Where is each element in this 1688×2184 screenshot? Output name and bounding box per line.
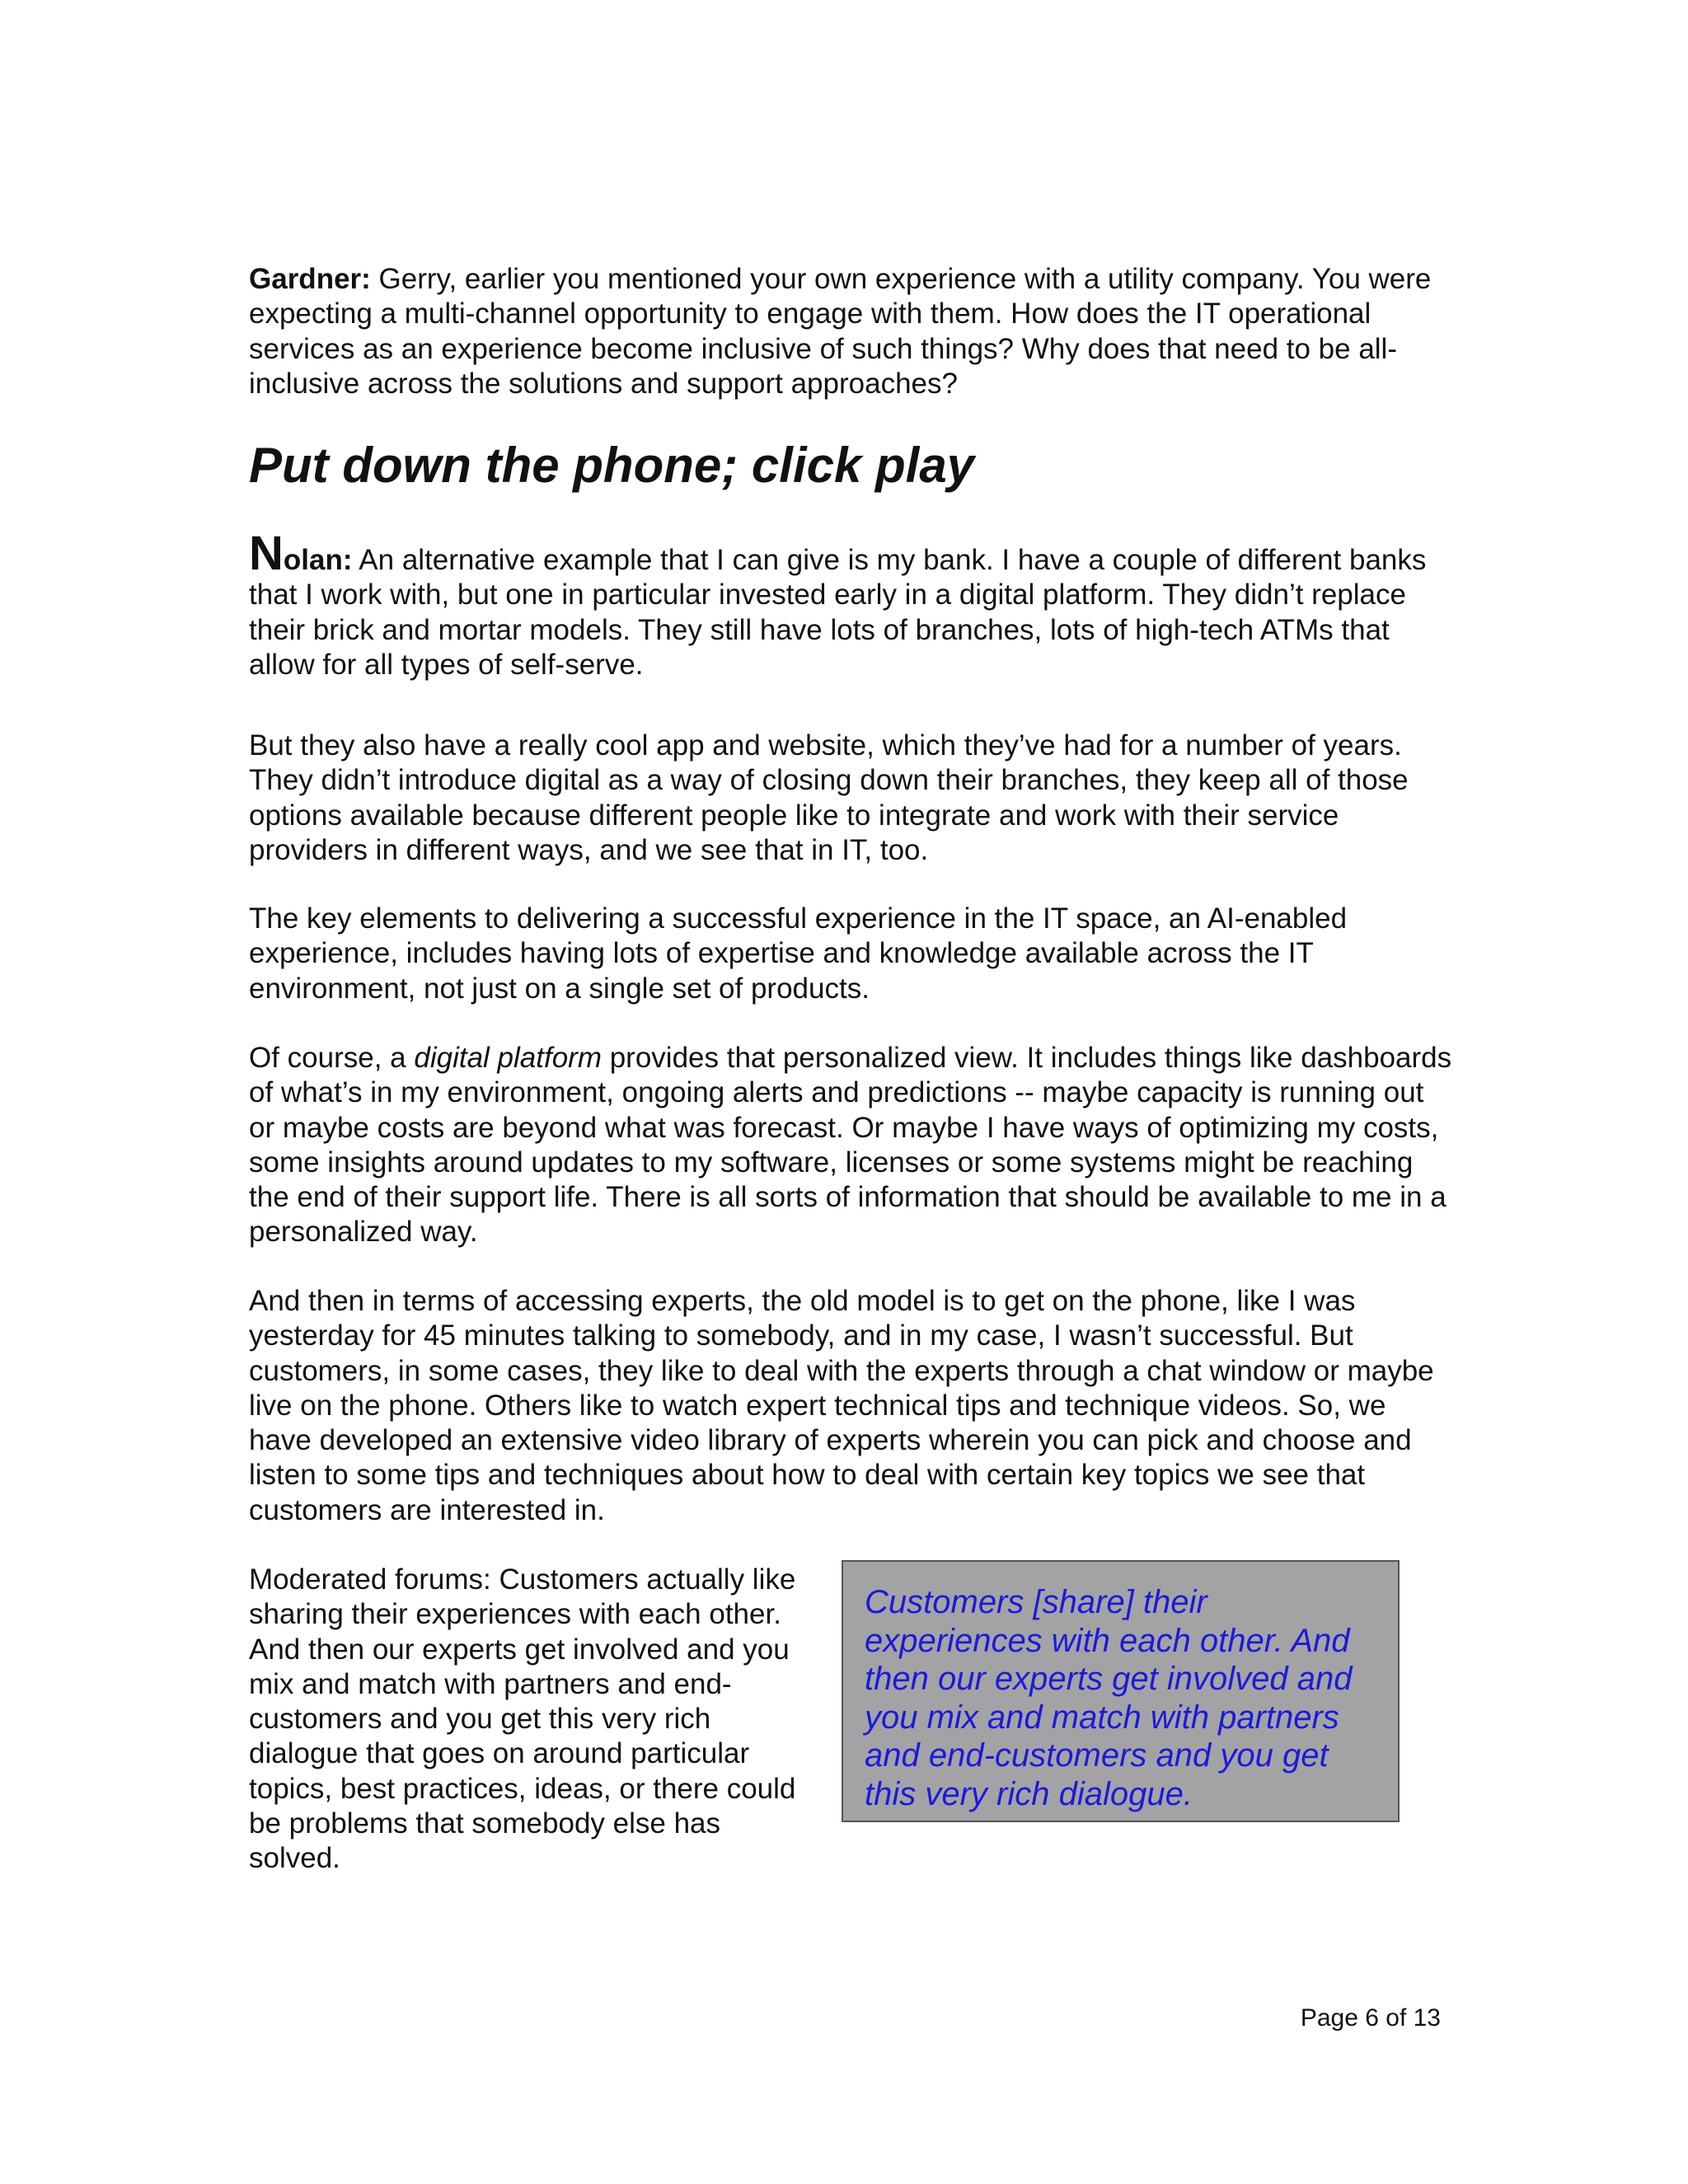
paragraph-5 — [249, 1284, 1452, 1528]
drop-cap: N — [249, 527, 284, 580]
paragraph-text: Moderated forums: Customers actually like sharing their experiences with each other. And then our experts get involved and you mix and match with partners and end-customers and you get this very rich dialogue that goes on around particular topics, best practices, ideas, or there could be problems that somebody else has solved. — [249, 1563, 796, 1875]
pull-quote-text: Customers [share] their experiences with each other. And then our experts get involved and you mix and match with partners and end-customers and you get this very rich dialogue. — [865, 1584, 1353, 1812]
paragraph-text: But they also have a really cool app and website, which they’ve had for a number of years. They didn’t introduce digital as a way of closing down their branches, they keep all of those options available because different people like to integrate and work with their service providers in different ways, and we see that in IT, too. — [249, 729, 1409, 866]
speaker-label: olan: — [283, 544, 353, 576]
paragraph-4 — [249, 1041, 1452, 1250]
paragraph-3 — [249, 902, 1452, 1006]
page-number: Page 6 of 13 — [1300, 2004, 1441, 2032]
answer-paragraph — [249, 527, 1452, 682]
answer-text: An alternative example that I can give is my bank. I have a couple of different banks that I work with, but one in particular invested early in a digital platform. They didn’t replace their brick and mortar models. They still have lots of branches, lots of high-tech ATMs that allow for all types of self-serve. — [249, 544, 1427, 681]
section-heading: Put down the phone; click play — [249, 438, 975, 493]
paragraph-6 — [249, 1563, 809, 1877]
paragraph-text: Of course, a — [249, 1042, 415, 1074]
pull-quote-box — [842, 1560, 1400, 1822]
intro-text: Gerry, earlier you mentioned your own experience with a utility company. You were expecting a multi-channel opportunity to engage with them. How does the IT operational services as an experience become inclusive of such things? Why does that need to be all-inclusive across the solutions and support approaches? — [249, 263, 1432, 400]
speaker-label: Gardner: — [249, 263, 371, 295]
emphasis-text: digital platform — [414, 1042, 602, 1074]
section-heading-block — [249, 437, 1452, 494]
intro-paragraph — [249, 262, 1452, 401]
paragraph-text: provides that personalized view. It includes things like dashboards of what’s in my environment, ongoing alerts and predictions -- maybe capacity is running out or maybe costs are beyond what was forecast. Or maybe I have ways of optimizing my costs, some insights around updates to my software, licenses or some systems might be reaching the end of their support life. There is all sorts of information that should be available to me in a personalized way. — [249, 1042, 1452, 1249]
paragraph-text: And then in terms of accessing experts, the old model is to get on the phone, like I was yesterday for 45 minutes talking to somebody, and in my case, I wasn’t successful. But customers, in some cases, they like to deal with the experts through a chat window or maybe live on the phone. Others like to watch expert technical tips and technique videos. So, we have developed an extensive video library of experts wherein you can pick and choose and listen to some tips and techniques about how to deal with certain key topics we see that customers are interested in. — [249, 1285, 1434, 1526]
paragraph-2 — [249, 729, 1452, 868]
paragraph-text: The key elements to delivering a successful experience in the IT space, an AI-enabled experience, includes having lots of expertise and knowledge available across the IT environment, not just on a single set of products. — [249, 902, 1348, 1005]
